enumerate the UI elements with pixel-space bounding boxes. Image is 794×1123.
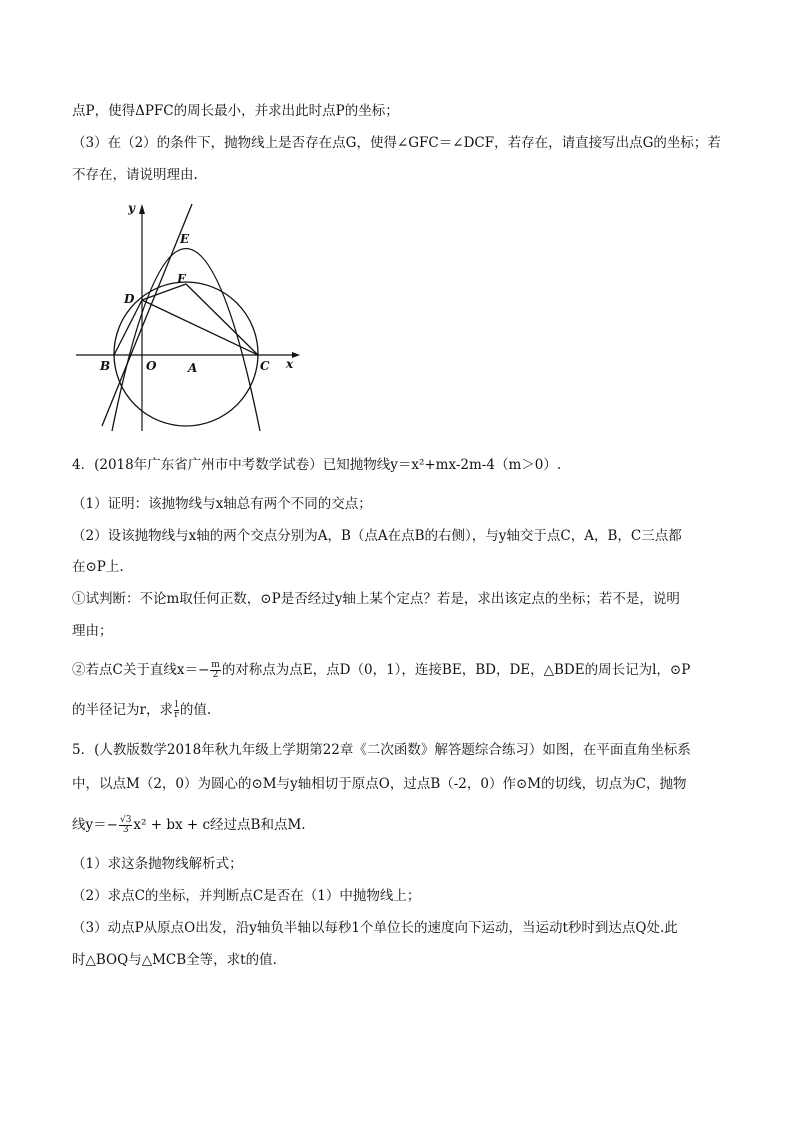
fraction-m-over-2 [210, 661, 221, 680]
line-7: 在⊙P上. [72, 559, 124, 575]
label-B: B [100, 359, 111, 373]
line-14-start: 线y＝− [72, 817, 118, 833]
fraction-den: 3 [122, 825, 129, 835]
fraction-num: m [211, 660, 220, 670]
line-9: 理由； [72, 623, 113, 639]
line-18: 时△BOQ与△MCB全等，求t的值. [72, 952, 277, 968]
fraction-l-over-r [174, 701, 179, 720]
line-12: 5．(人教版数学2018年秋九年级上学期第22章《二次函数》解答题综合练习）如图，在平面直角坐标系 [72, 742, 691, 758]
line-10-start: ②若点C关于直线x＝− [72, 662, 210, 678]
fraction-den: 2 [212, 670, 219, 680]
geometry-figure [70, 196, 310, 436]
line-5: （1）证明：该抛物线与x轴总有两个不同的交点； [72, 496, 372, 512]
label-E: E [180, 232, 190, 246]
line-10-end: 的对称点为点E，点D（0，1），连接BE，BD，DE，△BDE的周长记为l，⊙P [221, 662, 691, 678]
line-8: ①试判断：不论m取任何正数，⊙P是否经过y轴上某个定点？若是，求出该定点的坐标；若不是，说明 [72, 591, 680, 607]
tangent-line [102, 204, 192, 426]
line-1: 点P，使得ΔPFC的周长最小，并求出此时点P的坐标； [72, 103, 399, 119]
line-10 [72, 661, 690, 680]
line-17: （3）动点P从原点O出发，沿y轴负半轴以每秒1个单位长的速度向下运动，当运动t秒时到达点Q处.此 [72, 920, 678, 936]
label-A: A [188, 361, 198, 375]
line-14-end: x² + bx + c经过点B和点M. [133, 817, 306, 833]
line-11-end: 的值. [179, 702, 212, 718]
circle [114, 282, 258, 426]
fraction-num: √3 [119, 815, 132, 825]
line-3: 不存在，请说明理由. [72, 167, 198, 183]
line-2: （3）在（2）的条件下，抛物线上是否存在点G，使得∠GFC＝∠DCF，若存在，请直接写出点G的坐标；若 [72, 135, 721, 151]
label-F: F [177, 272, 186, 286]
label-y: y [128, 201, 135, 215]
x-axis-arrow [292, 352, 300, 358]
line-16: （2）求点C的坐标，并判断点C是否在（1）中抛物线上； [72, 888, 421, 904]
line-15: （1）求这条抛物线解析式； [72, 856, 243, 872]
label-x: x [286, 357, 294, 371]
label-C: C [260, 359, 270, 373]
line-4: 4．(2018年广东省广州市中考数学试卷）已知抛物线y＝x²+mx-2m-4（m＞0）. [72, 457, 562, 473]
line-6: （2）设该抛物线与x轴的两个交点分别为A，B（点A在点B的右侧），与y轴交于点C，A，B，C三点都 [72, 528, 682, 544]
line-11-start: 的半径记为r，求 [72, 702, 173, 718]
fraction-den: r [174, 710, 179, 720]
segment-FC [186, 284, 258, 355]
y-axis-arrow [139, 204, 145, 214]
line-11 [72, 701, 211, 720]
label-D: D [124, 292, 135, 306]
segment-DC [142, 300, 258, 355]
fraction-num: l [174, 700, 178, 710]
line-14 [72, 816, 306, 835]
label-O: O [146, 359, 157, 373]
fraction-sqrt3-over-3 [119, 816, 132, 835]
line-13: 中，以点M（2，0）为圆心的⊙M与y轴相切于原点O，过点B（-2，0）作⊙M的切线，切点为C，抛物 [72, 776, 687, 792]
